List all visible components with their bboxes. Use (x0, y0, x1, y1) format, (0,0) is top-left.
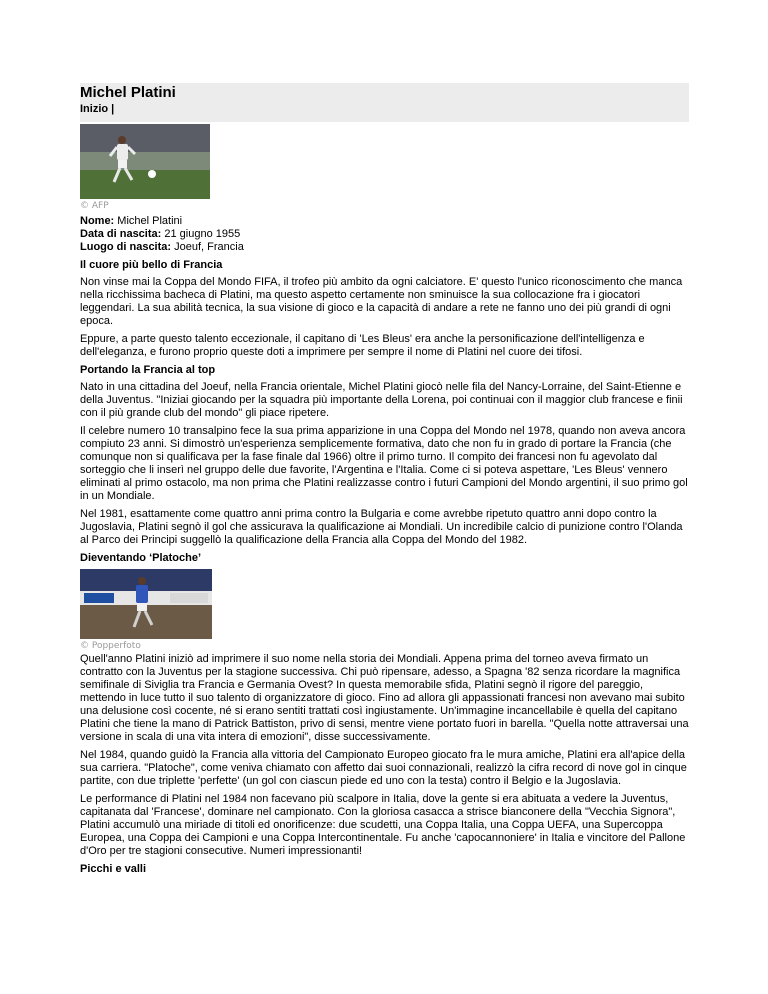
paragraph: Non vinse mai la Coppa del Mondo FIFA, il trofeo più ambito da ogni calciatore. E' questo l'unico riconoscimento che manca nella ricchissima bacheca di Platini, ma questo aspetto certamente non sminuisce la sua collocazione fra i giocatori leggendari. La sua abilità tecnica, la sua visione di gioco e la capacità di andare a rete ne fanno uno dei più grandi di ogni epoca. (80, 276, 683, 327)
section-heading: Portando la Francia al top (80, 364, 216, 376)
player-kneeling-image (80, 569, 212, 639)
info-name: Nome: Michel Platini (80, 215, 183, 227)
paragraph: Nel 1984, quando guidò la Francia alla vittoria del Campionato Europeo giocato fra le mura amiche, Platini era all'apice della sua carriera. "Platoche", come veniva chiamato con affetto dai suoi connazionali, realizzò la cifra record di nove gol in cinque partite, con due triplette 'perfette' (un gol con ciascun piede ed uno con la testa) contro il Belgio e la Jugoslavia. (80, 749, 687, 787)
info-birth-place: Luogo di nascita: Joeuf, Francia (80, 241, 244, 253)
profile-info (80, 215, 689, 254)
paragraph: Nato in una cittadina del Joeuf, nella Francia orientale, Michel Platini giocò nelle fila del Nancy-Lorraine, del Saint-Etienne e della Juventus. "Iniziai giocando per la squadra più importante della Lorena, poi continuai con il maggior club francese e finii con il più grande club del mondo" gli piace ripetere. (80, 381, 683, 419)
platini-photo (80, 124, 210, 199)
breadcrumb-home-link[interactable]: Inizio | (80, 103, 115, 115)
photo-credit: © Popperfoto (80, 641, 141, 651)
paragraph: Quell'anno Platini iniziò ad imprimere il suo nome nella storia dei Mondiali. Appena prima del torneo aveva firmato un contratto con la Juventus per la stagione successiva. Chi può ripensare, adesso, a Spagna '82 senza ricordare la magnifica semifinale di Siviglia tra Francia e Germania Ovest? In questa memorabile sfida, Platini segnò il rigore del pareggio, mettendo in luce tutto il suo talento di organizzatore di gioco. Fino ad allora gli appassionati francesi non avevano mai subito una delusione così cocente, né si erano sentiti trattati così ingiustamente. Un'immagine incancellabile è quella del capitano Platini che tiene la mano di Patrick Battiston, privo di sensi, mentre viene portato fuori in barella. "Quella notte attraversai una versione in scala di una vita intera di emozioni", disse successivamente. (80, 653, 689, 743)
article (80, 83, 689, 880)
platini-action-photo (80, 569, 212, 639)
paragraph: Il celebre numero 10 transalpino fece la sua prima apparizione in una Coppa del Mondo nel 1978, quando non aveva ancora compiuto 23 anni. Si dimostrò un'esperienza semplicemente formativa, dato che non fu in grado di portare la Francia (che comunque non si qualificava per la fase finale dal 1966) oltre il primo turno. Il compito dei francesi non fu agevolato dal sorteggio che li inserì nel gruppo delle due favorite, l'Argentina e l'Italia. Come ci si poteva aspettare, 'Les Bleus' vennero eliminati al primo ostacolo, ma non prima che Platini realizzasse contro i futuri Campioni del Mondo argentini, il suo primo gol in un Mondiale. (80, 425, 688, 502)
info-birth-date: Data di nascita: 21 giugno 1955 (80, 228, 241, 240)
player-figure-image (80, 124, 210, 199)
photo-credit: © AFP (80, 201, 109, 211)
page-title: Michel Platini (80, 84, 176, 101)
section-heading: Dieventando ‘Platoche’ (80, 552, 202, 564)
page-header (80, 83, 689, 122)
paragraph: Eppure, a parte questo talento eccezionale, il capitano di 'Les Bleus' era anche la personificazione dell'intelligenza e dell'eleganza, e furono proprio queste doti a imprimere per sempre il nome di Platini nel cuore dei tifosi. (80, 333, 645, 358)
paragraph: Le performance di Platini nel 1984 non facevano più scalpore in Italia, dove la gente si era abituata a vedere la Juventus, capitanata dal 'Francese', dominare nel campionato. Con la gloriosa casacca a strisce bianconere della "Vecchia Signora", Platini accumulò una miriade di titoli ed onorificenze: due scudetti, una Coppa Italia, una Coppa UEFA, una Supercoppa Europea, una Coppa dei Campioni e una Coppa Intercontinentale. Fu anche 'capocannoniere' in Italia e vincitore del Pallone d'Oro per tre stagioni consecutive. Numeri impressionanti! (80, 793, 686, 857)
section-heading: Picchi e valli (80, 863, 147, 875)
section-heading: Il cuore più bello di Francia (80, 259, 223, 271)
paragraph: Nel 1981, esattamente come quattro anni prima contro la Bulgaria e come avrebbe ripetuto quattro anni dopo contro la Jugoslavia, Platini segnò il gol che assicurava la qualificazione ai Mondiali. Un incredibile calcio di punizione contro l'Olanda al Parco dei Principi suggellò la qualificazione della Francia alla Coppa del Mondo del 1982. (80, 508, 683, 546)
